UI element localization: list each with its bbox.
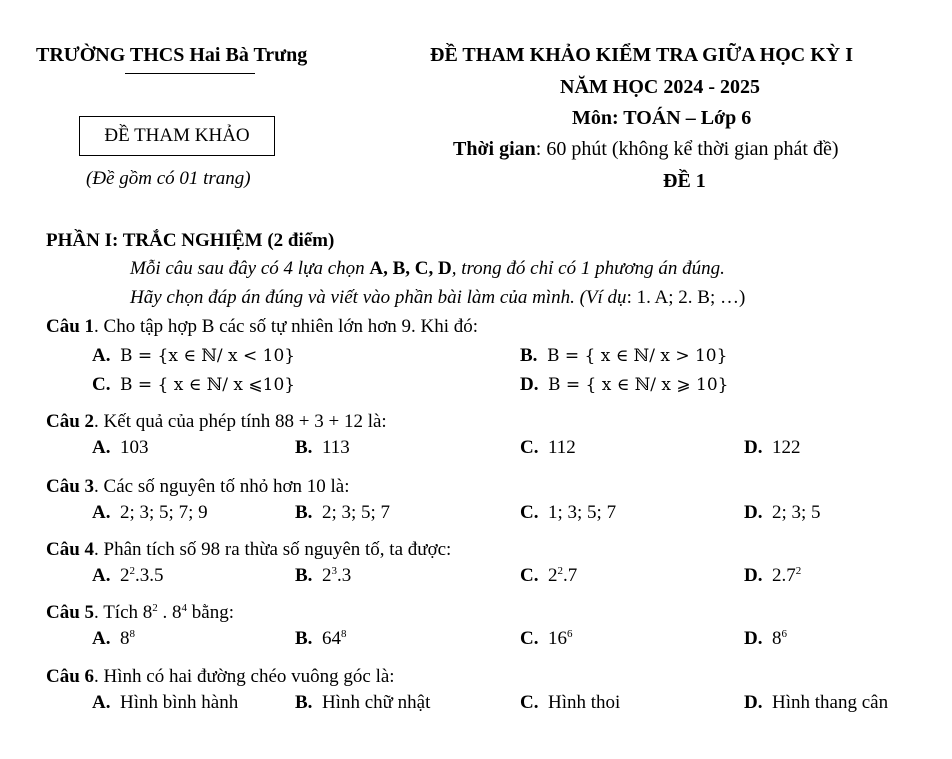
question-text: . Các số nguyên tố nhỏ hơn 10 là: bbox=[94, 476, 350, 497]
page-count-note: (Đề gồm có 01 trang) bbox=[86, 168, 251, 189]
option-rest: .3.5 bbox=[134, 565, 164, 586]
option-letter: C. bbox=[520, 502, 539, 523]
option-letter: B. bbox=[295, 692, 313, 713]
option-exponent: 2 bbox=[557, 565, 563, 577]
question-text: . Phân tích số 98 ra thừa số nguyên tố, ta được: bbox=[94, 539, 452, 560]
q4-option-d bbox=[744, 565, 801, 587]
option-text: Hình bình hành bbox=[119, 692, 239, 713]
question-text: bằng: bbox=[187, 602, 234, 623]
option-text: 122 bbox=[771, 437, 801, 458]
option-letter: D. bbox=[744, 628, 763, 649]
option-letter: D. bbox=[744, 565, 763, 586]
question-label: Câu 6 bbox=[46, 666, 95, 687]
option-base: 8 bbox=[771, 628, 782, 649]
option-text: B = { x ∈ ℕ/ x ⩾ 10} bbox=[547, 375, 729, 395]
time-line bbox=[453, 138, 839, 161]
option-letter: B. bbox=[520, 345, 538, 366]
q4-option-c bbox=[520, 565, 577, 587]
reference-label-box: ĐỀ THAM KHẢO bbox=[79, 116, 275, 156]
instruction-text: Hãy chọn đáp án đúng và viết vào phần bài làm của mình. (Ví dụ bbox=[130, 287, 627, 308]
option-text: 2; 3; 5; 7; 9 bbox=[119, 502, 208, 523]
time-label: Thời gian bbox=[453, 138, 536, 160]
q3-option-b bbox=[295, 502, 390, 524]
option-base: 64 bbox=[321, 628, 341, 649]
q2-option-c bbox=[520, 437, 576, 459]
option-text: B = { x ∈ ℕ/ x > 10} bbox=[546, 346, 728, 366]
instruction-text: Mỗi câu sau đây có 4 lựa chọn bbox=[130, 258, 370, 279]
q1-option-b bbox=[520, 345, 727, 367]
option-text: Hình chữ nhật bbox=[321, 692, 431, 713]
instruction-choices: A, B, C, D bbox=[369, 258, 452, 279]
option-letter: A. bbox=[92, 565, 111, 586]
instruction-line-2 bbox=[130, 287, 745, 309]
option-text: Hình thang cân bbox=[771, 692, 889, 713]
option-base: 2 bbox=[547, 565, 558, 586]
option-letter: D. bbox=[520, 374, 539, 395]
power-exponent: 4 bbox=[181, 602, 188, 614]
exam-code: ĐỀ 1 bbox=[663, 170, 706, 192]
question-label: Câu 4 bbox=[46, 539, 95, 560]
option-base: 2 bbox=[119, 565, 130, 586]
q5-option-a bbox=[92, 628, 135, 650]
option-letter: C. bbox=[520, 692, 539, 713]
instruction-line-1 bbox=[130, 258, 725, 280]
question-label: Câu 1 bbox=[46, 316, 95, 337]
school-name: TRƯỜNG THCS Hai Bà Trưng bbox=[36, 44, 308, 66]
option-exponent: 6 bbox=[566, 628, 573, 640]
option-text: B = {x ∈ ℕ/ x < 10} bbox=[119, 346, 296, 366]
time-value: : 60 phút (không kể thời gian phát đề) bbox=[535, 138, 839, 160]
q1-option-c bbox=[92, 374, 295, 396]
option-letter: C. bbox=[520, 437, 539, 458]
q6-option-c bbox=[520, 692, 620, 714]
option-text: B = { x ∈ ℕ/ x ⩽10} bbox=[119, 375, 296, 395]
power-exponent: 2 bbox=[152, 602, 158, 614]
q3-option-a bbox=[92, 502, 208, 524]
option-rest: .3 bbox=[336, 565, 352, 586]
option-base: 2.7 bbox=[771, 565, 796, 586]
option-text: 103 bbox=[119, 437, 149, 458]
option-letter: B. bbox=[295, 502, 313, 523]
q5-option-c bbox=[520, 628, 572, 650]
option-letter: A. bbox=[92, 437, 111, 458]
question-1 bbox=[46, 316, 478, 338]
q3-option-d bbox=[744, 502, 821, 524]
question-label: Câu 5 bbox=[46, 602, 95, 623]
q3-option-c bbox=[520, 502, 616, 524]
option-exponent: 2 bbox=[129, 565, 135, 577]
option-exponent: 8 bbox=[340, 628, 347, 640]
option-text: Hình thoi bbox=[547, 692, 621, 713]
operator: . bbox=[157, 602, 173, 623]
q6-option-a bbox=[92, 692, 238, 714]
power-base: 8 bbox=[172, 602, 182, 623]
option-letter: C. bbox=[520, 565, 539, 586]
q1-option-a bbox=[92, 345, 295, 367]
option-letter: A. bbox=[92, 628, 111, 649]
option-exponent: 3 bbox=[331, 565, 337, 577]
option-letter: D. bbox=[744, 437, 763, 458]
question-text: . Hình có hai đường chéo vuông góc là: bbox=[94, 666, 395, 687]
option-text: 113 bbox=[321, 437, 350, 458]
exam-title: ĐỀ THAM KHẢO KIỂM TRA GIỮA HỌC KỲ I bbox=[430, 44, 854, 66]
option-text: 2; 3; 5 bbox=[771, 502, 821, 523]
option-letter: D. bbox=[744, 502, 763, 523]
question-label: Câu 2 bbox=[46, 411, 95, 432]
question-5 bbox=[46, 602, 234, 624]
question-text: . Tích bbox=[94, 602, 143, 623]
q6-option-b bbox=[295, 692, 430, 714]
option-letter: B. bbox=[295, 565, 313, 586]
option-letter: A. bbox=[92, 502, 111, 523]
option-text: 1; 3; 5; 7 bbox=[547, 502, 617, 523]
question-text: . Cho tập hợp B các số tự nhiên lớn hơn 9. Khi đó: bbox=[94, 316, 479, 337]
q1-option-d bbox=[520, 374, 729, 396]
option-exponent: 2 bbox=[795, 565, 802, 577]
school-year: NĂM HỌC 2024 - 2025 bbox=[560, 76, 760, 98]
option-base: 2 bbox=[321, 565, 332, 586]
option-letter: B. bbox=[295, 437, 313, 458]
q2-option-a bbox=[92, 437, 148, 459]
q2-option-d bbox=[744, 437, 800, 459]
subject-line: Môn: TOÁN – Lớp 6 bbox=[572, 107, 752, 129]
option-letter: D. bbox=[744, 692, 763, 713]
option-text: 112 bbox=[547, 437, 576, 458]
q5-option-d bbox=[744, 628, 787, 650]
instruction-example: : 1. A; 2. B; …) bbox=[626, 287, 746, 308]
school-underline bbox=[125, 73, 255, 74]
question-3 bbox=[46, 476, 349, 498]
power-base: 8 bbox=[142, 602, 153, 623]
part-title: PHẦN I: TRẮC NGHIỆM (2 điểm) bbox=[46, 230, 335, 251]
option-letter: C. bbox=[92, 374, 111, 395]
option-exponent: 6 bbox=[781, 628, 787, 640]
q5-option-b bbox=[295, 628, 346, 650]
option-exponent: 8 bbox=[129, 628, 135, 640]
instruction-text: , trong đó chỉ có 1 phương án đúng. bbox=[451, 258, 725, 279]
question-4 bbox=[46, 539, 451, 561]
option-text: 2; 3; 5; 7 bbox=[321, 502, 391, 523]
question-2 bbox=[46, 411, 387, 433]
question-label: Câu 3 bbox=[46, 476, 95, 497]
option-letter: B. bbox=[295, 628, 313, 649]
option-base: 8 bbox=[119, 628, 130, 649]
q4-option-b bbox=[295, 565, 351, 587]
question-text: . Kết quả của phép tính 88 + 3 + 12 là: bbox=[94, 411, 387, 432]
q6-option-d bbox=[744, 692, 888, 714]
option-rest: .7 bbox=[562, 565, 578, 586]
q4-option-a bbox=[92, 565, 163, 587]
q2-option-b bbox=[295, 437, 350, 459]
option-letter: C. bbox=[520, 628, 539, 649]
option-letter: A. bbox=[92, 692, 111, 713]
option-base: 16 bbox=[547, 628, 567, 649]
option-letter: A. bbox=[92, 345, 111, 366]
question-6 bbox=[46, 666, 395, 688]
